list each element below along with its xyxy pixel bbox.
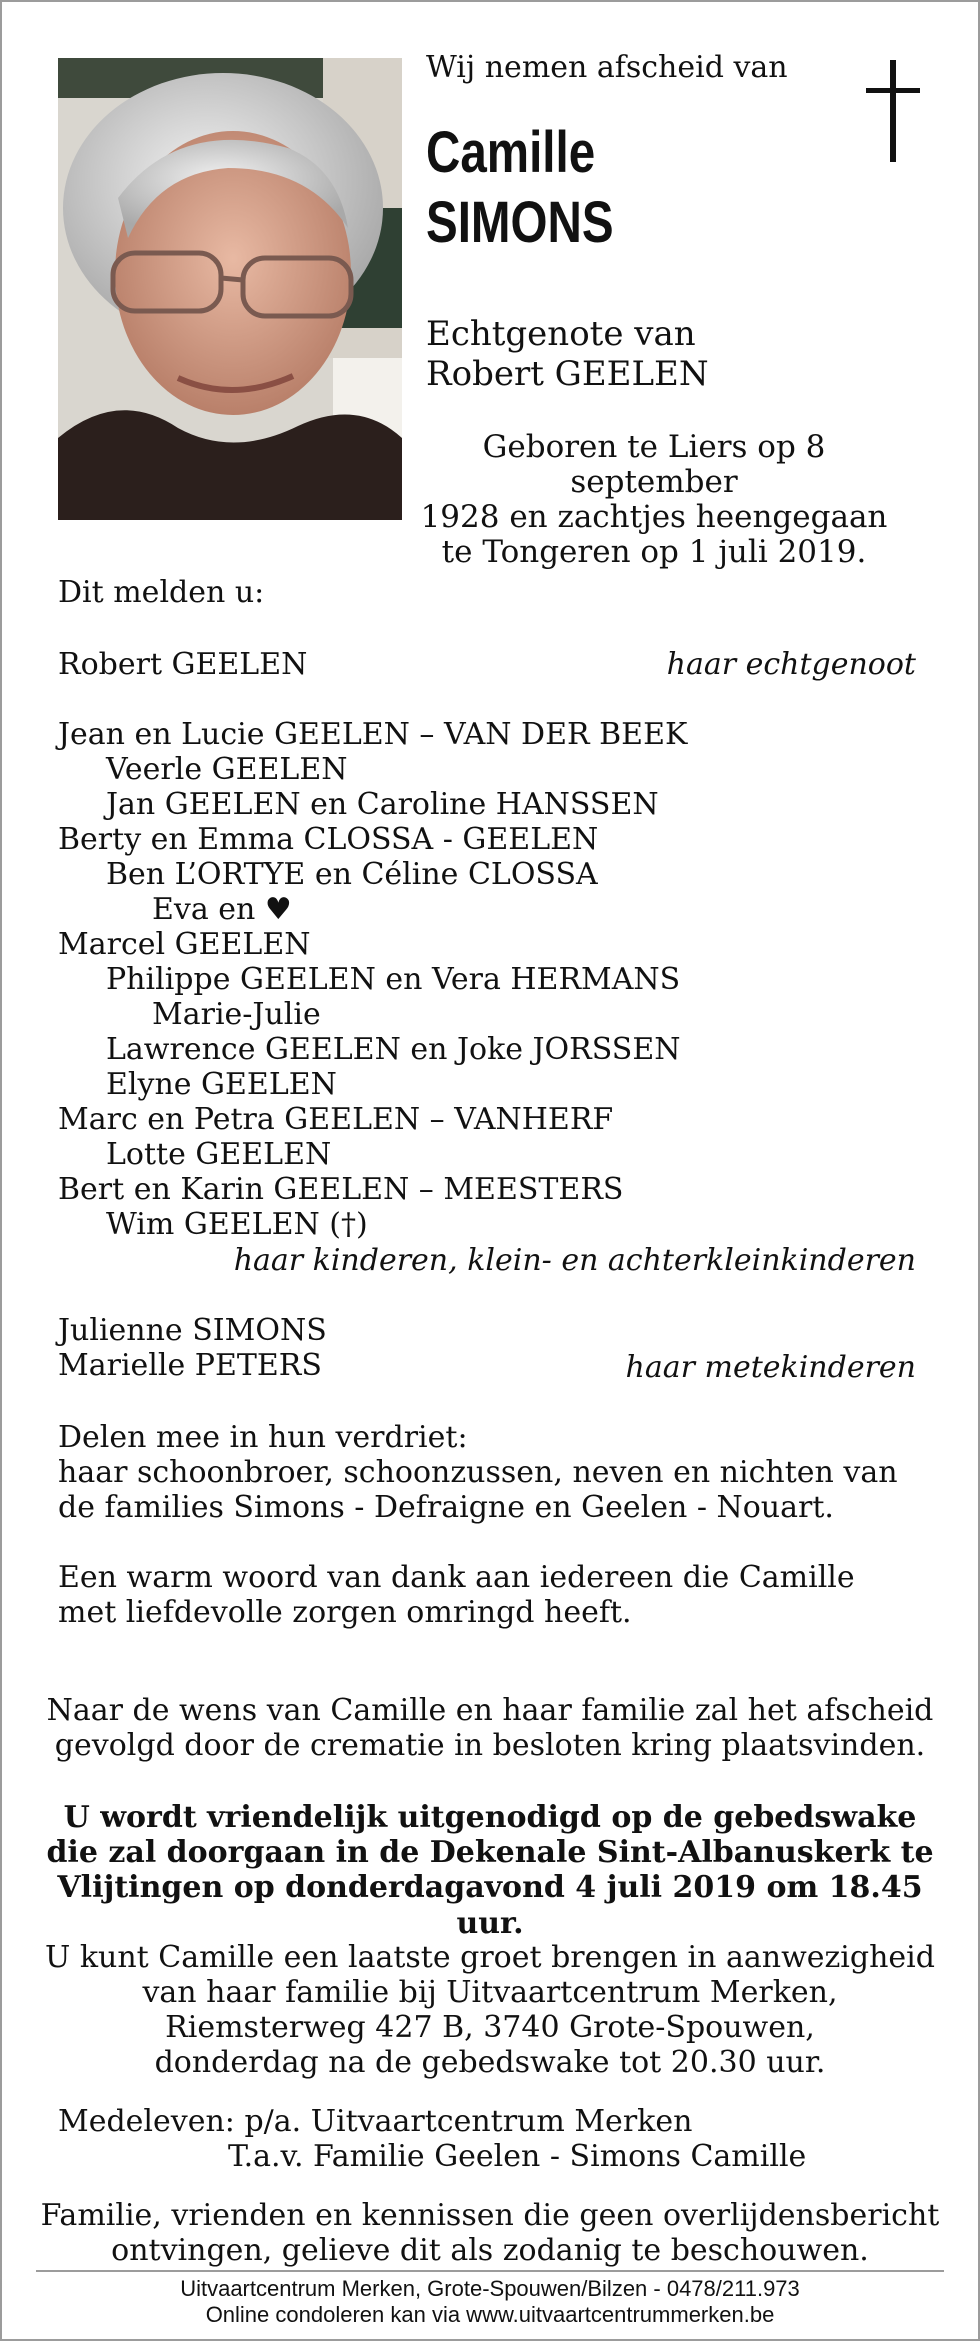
- spouse-block: [426, 314, 709, 394]
- footer-contact: Uitvaartcentrum Merken, Grote-Spouwen/Bilzen - 0478/211.973: [180, 2276, 800, 2301]
- visit-line: van haar familie bij Uitvaartcentrum Merken,: [142, 1975, 838, 2010]
- born-line: te Tongeren op 1 juli 2019.: [441, 534, 867, 570]
- invite-line: Vlijtingen op donderdagavond 4 juli 2019 om 18.45 uur.: [57, 1870, 923, 1941]
- family-member: Marie-Julie: [152, 997, 321, 1032]
- invite-line: U wordt vriendelijk uitgenodigd op de gebedswake: [63, 1800, 917, 1835]
- family-member: Marc en Petra GEELEN – VANHERF: [58, 1102, 614, 1137]
- stepchild-name: Marielle PETERS: [58, 1348, 322, 1383]
- notice-line: ontvingen, gelieve dit als zodanig te beschouwen.: [111, 2233, 869, 2268]
- born-line: Geboren te Liers op 8 september: [482, 429, 826, 500]
- wish-line: Naar de wens van Camille en haar familie zal het afscheid: [46, 1693, 934, 1728]
- footer-divider: [36, 2270, 944, 2272]
- stepchildren-role: haar metekinderen: [625, 1350, 916, 1385]
- spouse-label: Echtgenote van: [426, 314, 696, 354]
- family-member: Lawrence GEELEN en Joke JORSSEN: [106, 1032, 681, 1067]
- family-member: Bert en Karin GEELEN – MEESTERS: [58, 1172, 624, 1207]
- intro-text: Wij nemen afscheid van: [426, 50, 788, 85]
- visit-line: donderdag na de gebedswake tot 20.30 uur.: [154, 2045, 826, 2080]
- birth-death-text: [414, 430, 894, 570]
- portrait-photo: [58, 58, 402, 520]
- first-name: Camille: [426, 120, 596, 185]
- last-name: SIMONS: [426, 190, 614, 255]
- visit-line: Riemsterweg 427 B, 3740 Grote-Spouwen,: [165, 2010, 815, 2045]
- family-member: Lotte GEELEN: [106, 1137, 332, 1172]
- condolence-attention: T.a.v. Familie Geelen - Simons Camille: [228, 2139, 807, 2174]
- born-line: 1928 en zachtjes heengegaan: [420, 499, 888, 535]
- footer-website: Online condoleren kan via www.uitvaartcentrummerken.be: [205, 2302, 775, 2327]
- cross-icon: [858, 60, 928, 162]
- share-line: haar schoonbroer, schoonzussen, neven en nichten van: [58, 1455, 898, 1490]
- stepchild-name: Julienne SIMONS: [58, 1313, 327, 1348]
- family-role: haar kinderen, klein- en achterkleinkinderen: [233, 1243, 916, 1278]
- husband-role: haar echtgenoot: [666, 647, 916, 682]
- condolence-address: Medeleven: p/a. Uitvaartcentrum Merken: [58, 2104, 693, 2139]
- deceased-name: [426, 118, 614, 258]
- family-member: Elyne GEELEN: [106, 1067, 337, 1102]
- wish-line: gevolgd door de crematie in besloten kring plaatsvinden.: [54, 1728, 926, 1763]
- spouse-name: Robert GEELEN: [426, 354, 709, 394]
- announcement-intro: Dit melden u:: [58, 575, 265, 610]
- husband-name: Robert GEELEN: [58, 647, 308, 682]
- visit-line: U kunt Camille een laatste groet brengen in aanwezigheid: [45, 1940, 935, 1975]
- family-member: Ben L’ORTYE en Céline CLOSSA: [106, 857, 598, 892]
- thanks-line: Een warm woord van dank aan iedereen die Camille: [58, 1560, 855, 1595]
- family-member: Philippe GEELEN en Vera HERMANS: [106, 962, 681, 997]
- notice-line: Familie, vrienden en kennissen die geen overlijdensbericht: [40, 2198, 940, 2233]
- share-line: de families Simons - Defraigne en Geelen - Nouart.: [58, 1490, 834, 1525]
- family-member: Wim GEELEN (†): [106, 1207, 368, 1242]
- thanks-line: met liefdevolle zorgen omringd heeft.: [58, 1595, 632, 1630]
- family-member: Eva en ♥: [152, 892, 292, 927]
- family-member: Berty en Emma CLOSSA - GEELEN: [58, 822, 599, 857]
- family-member: Marcel GEELEN: [58, 927, 311, 962]
- family-member: Veerle GEELEN: [106, 752, 348, 787]
- invite-line: die zal doorgaan in de Dekenale Sint-Albanuskerk te: [46, 1835, 934, 1870]
- family-member: Jean en Lucie GEELEN – VAN DER BEEK: [58, 717, 688, 752]
- family-member: Jan GEELEN en Caroline HANSSEN: [106, 787, 659, 822]
- share-line: Delen mee in hun verdriet:: [58, 1420, 468, 1455]
